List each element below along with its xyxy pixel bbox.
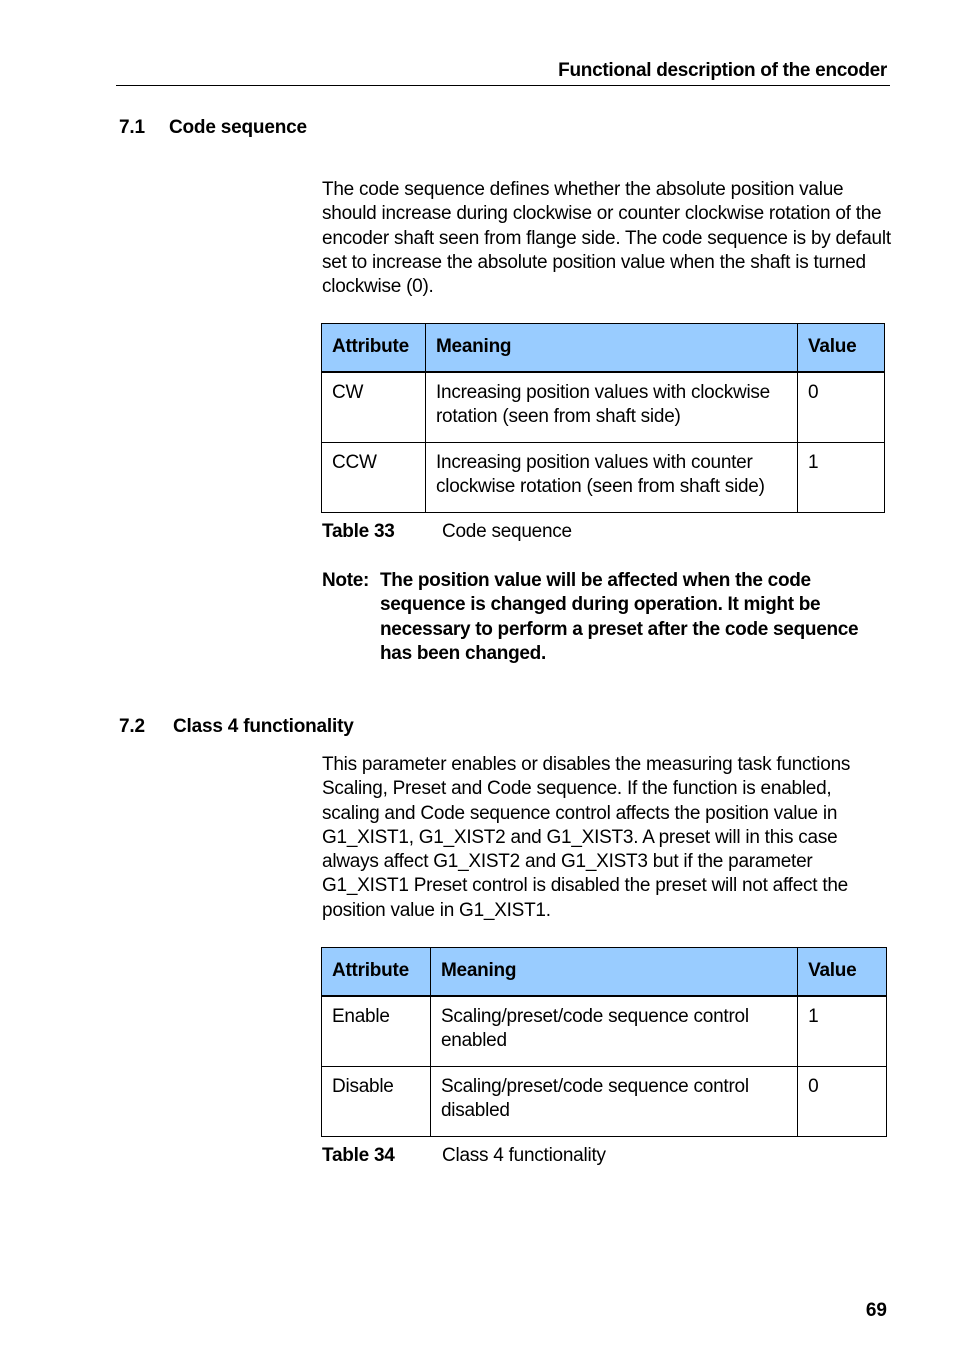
note-block — [322, 569, 892, 666]
table-34-caption — [322, 1145, 606, 1167]
caption-label: Table 34 — [322, 1145, 395, 1166]
cell-value: 0 — [798, 1066, 887, 1136]
table-row — [322, 996, 887, 1066]
cell-meaning: Scaling/preset/code sequence control enabled — [430, 996, 797, 1066]
table-33 — [321, 323, 885, 513]
table-33-caption — [322, 521, 572, 543]
section-7-1-paragraph: The code sequence defines whether the absolute position value should increase during clockwise or counter clockwise rotation of the encoder shaft seen from flange side. The code sequence is by default set to increase the absolute position value when the shaft is turned clockwise (0). — [322, 179, 891, 298]
table-row — [322, 372, 885, 442]
cell-value: 0 — [798, 372, 885, 442]
header-meaning: Meaning — [430, 948, 797, 997]
section-title: Code sequence — [169, 117, 307, 138]
cell-attribute: CCW — [322, 442, 426, 512]
cell-attribute: CW — [322, 372, 426, 442]
running-header — [116, 58, 890, 86]
note-text: The position value will be affected when the code sequence is changed during operation. It might be necessary to perform a preset after the code sequence has been changed. — [380, 570, 859, 664]
section-heading-7-1 — [119, 117, 307, 139]
cell-meaning: Scaling/preset/code sequence control disabled — [430, 1066, 797, 1136]
section-heading-7-2 — [119, 716, 354, 738]
cell-attribute: Disable — [322, 1066, 431, 1136]
header-value: Value — [798, 324, 885, 373]
header-title: Functional description of the encoder — [558, 60, 887, 81]
cell-meaning: Increasing position values with counter clockwise rotation (seen from shaft side) — [425, 442, 797, 512]
cell-attribute: Enable — [322, 996, 431, 1066]
section-number: 7.1 — [119, 117, 145, 138]
section-number: 7.2 — [119, 716, 145, 737]
page-number: 69 — [865, 1300, 887, 1321]
section-title: Class 4 functionality — [173, 716, 354, 737]
caption-label: Table 33 — [322, 521, 395, 542]
table-row — [322, 442, 885, 512]
section-7-2-paragraph: This parameter enables or disables the measuring task functions Scaling, Preset and Code sequence. If the function is enabled, scaling and Code sequence control affects the position value in G1_XIST1, G1_XIST2 and G1_XIST3. A preset will in this case always affect G1_XIST2 and G1_XIST3 but if the parameter G1_XIST1 Preset control is disabled the preset will not affect the position value in G1_XIST1. — [322, 754, 851, 921]
cell-value: 1 — [798, 996, 887, 1066]
header-meaning: Meaning — [425, 324, 797, 373]
table-34 — [321, 947, 887, 1137]
cell-value: 1 — [798, 442, 885, 512]
table-header-row — [322, 324, 885, 373]
caption-text: Code sequence — [442, 521, 572, 542]
header-attribute: Attribute — [322, 948, 431, 997]
note-label: Note: — [322, 570, 370, 591]
header-value: Value — [798, 948, 887, 997]
header-attribute: Attribute — [322, 324, 426, 373]
caption-text: Class 4 functionality — [442, 1145, 606, 1166]
cell-meaning: Increasing position values with clockwise rotation (seen from shaft side) — [425, 372, 797, 442]
table-row — [322, 1066, 887, 1136]
table-header-row — [322, 948, 887, 997]
